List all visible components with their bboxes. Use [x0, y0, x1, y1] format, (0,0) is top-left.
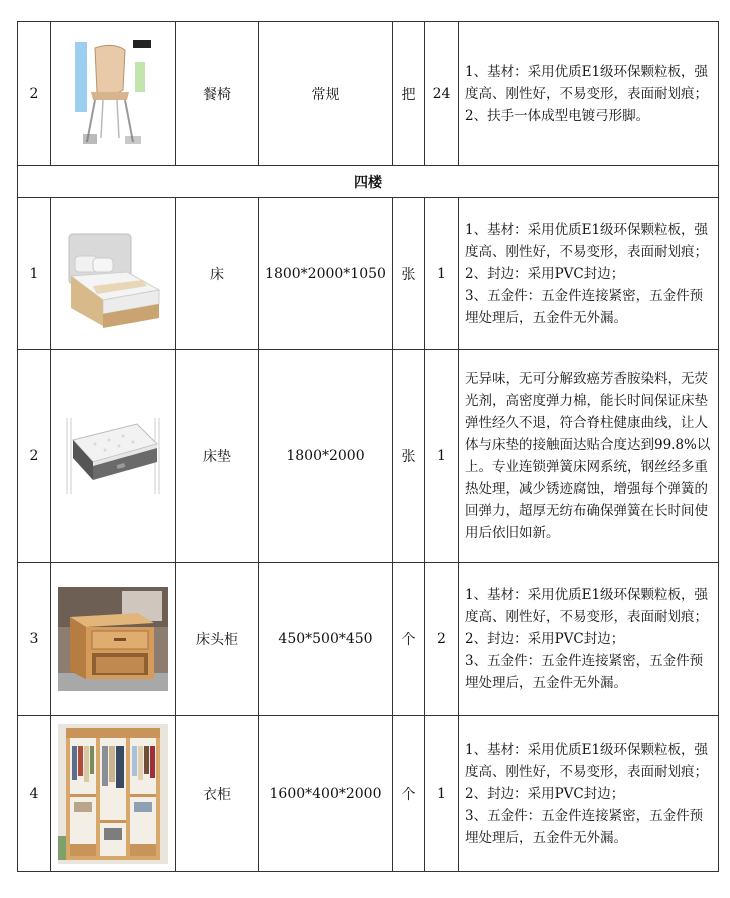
- product-qty: 1: [425, 716, 459, 872]
- product-unit: 个: [393, 716, 425, 872]
- product-unit: 张: [393, 198, 425, 350]
- spec-line: 3、五金件：五金件连接紧密，五金件预埋处理后，五金件无外漏。: [465, 807, 704, 846]
- spec-line: 2、封边：采用PVC封边；: [465, 631, 625, 647]
- spec-line: 1、基材：采用优质E1级环保颗粒板，强度高、刚性好，不易变形，表面耐划痕；: [465, 741, 709, 780]
- product-qty: 2: [425, 563, 459, 716]
- spec-line: 3、五金件：五金件连接紧密，五金件预埋处理后，五金件无外漏。: [465, 287, 704, 326]
- product-image-cell: [51, 350, 176, 563]
- furniture-table: [17, 21, 719, 872]
- wardrobe-image: [58, 724, 168, 864]
- nightstand-image: [58, 587, 168, 691]
- product-size: 常规: [259, 22, 393, 166]
- product-name: 衣柜: [176, 716, 259, 872]
- spec-line: 无异味，无可分解致癌芳香胺染料，无荧光剂，高密度弹力棉，能长时间保证床垫弹性经久不退，符合脊柱健康曲线，让人体与床垫的接触面达贴合度达到99.8%以上。专业连锁弹簧床网系统，钢丝经多重热处理，减少锈迹腐蚀，增强每个弹簧的回弹力，超厚无纺布确保弹簧在长时间使用后依旧如新。: [465, 371, 711, 541]
- spec-line: 2、封边：采用PVC封边；: [465, 265, 625, 282]
- mattress-image: [65, 410, 161, 502]
- product-size: 450*500*450: [259, 563, 393, 716]
- product-size: 1600*400*2000: [259, 716, 393, 872]
- product-qty: 24: [425, 22, 459, 166]
- spec-line: 3、五金件：五金件连接紧密，五金件预埋处理后，五金件无外漏。: [465, 653, 704, 691]
- product-spec: [459, 198, 719, 350]
- row-number: 2: [18, 350, 51, 563]
- table-row: [18, 198, 719, 350]
- product-unit: 个: [393, 563, 425, 716]
- spec-line: 1、基材：采用优质E1级环保颗粒板，强度高、刚性好，不易变形，表面耐划痕；: [465, 221, 709, 260]
- row-number: 4: [18, 716, 51, 872]
- product-unit: 张: [393, 350, 425, 563]
- spec-line: 1、基材：采用优质E1级环保颗粒板，强度高、刚性好，不易变形，表面耐划痕；: [465, 63, 709, 102]
- row-number: 1: [18, 198, 51, 350]
- table-row: [18, 22, 719, 166]
- spec-line: 1、基材：采用优质E1级环保颗粒板，强度高、刚性好，不易变形，表面耐划痕；: [465, 587, 709, 625]
- spec-line: 2、扶手一体成型电镀弓形脚。: [465, 107, 650, 124]
- bed-image: [63, 216, 163, 332]
- product-unit: 把: [393, 22, 425, 166]
- product-spec: [459, 716, 719, 872]
- product-size: 1800*2000*1050: [259, 198, 393, 350]
- product-name: 床垫: [176, 350, 259, 563]
- section-title: 四楼: [18, 166, 719, 198]
- product-spec: [459, 22, 719, 166]
- row-number: 3: [18, 563, 51, 716]
- table-row: [18, 350, 719, 563]
- row-number: 2: [18, 22, 51, 166]
- product-name: 床: [176, 198, 259, 350]
- product-qty: 1: [425, 350, 459, 563]
- product-qty: 1: [425, 198, 459, 350]
- product-image-cell: [51, 22, 176, 166]
- table-row: [18, 563, 719, 716]
- product-size: 1800*2000: [259, 350, 393, 563]
- product-spec: [459, 350, 719, 563]
- product-name: 餐椅: [176, 22, 259, 166]
- product-name: 床头柜: [176, 563, 259, 716]
- product-image-cell: [51, 198, 176, 350]
- product-image-cell: [51, 563, 176, 716]
- product-spec: [459, 563, 719, 716]
- dining-chair-image: [73, 38, 153, 150]
- section-row: [18, 166, 719, 198]
- spec-line: 2、封边：采用PVC封边；: [465, 785, 625, 802]
- product-image-cell: [51, 716, 176, 872]
- table-row: [18, 716, 719, 872]
